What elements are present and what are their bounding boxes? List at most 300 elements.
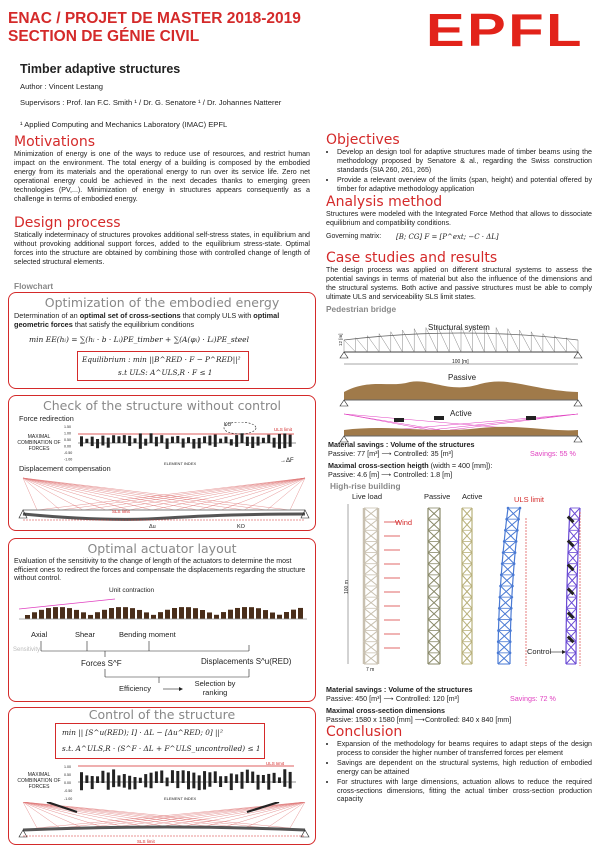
bar [186,607,191,619]
box1-t2: optimal set of cross-sections [79,311,181,320]
box1-t4: optimal geometric forces [14,311,280,329]
cable [23,478,267,510]
box4-ylabel: MAXIMAL COMBINATION OF FORCES [17,772,61,790]
bar [193,608,198,619]
bridge-cs-text: Passive: 4.6 [m] ⟶ Controlled: 1.8 [m] [328,470,453,479]
highrise-uls: ULS limit [514,495,545,504]
bar [128,443,131,446]
column [514,553,515,564]
author: Author : Vincent Lestang [20,82,104,91]
bar [176,783,179,788]
bar [91,437,94,443]
bar [158,612,163,619]
highrise-control: Control [527,647,552,656]
y-tick: -0.50 [64,451,73,455]
highrise-savings-text: Passive: 450 [m³] ⟶ Controlled: 120 [m³] [326,694,459,703]
cable [60,478,305,510]
bar [278,434,281,443]
y-tick: 0.00 [64,444,71,449]
box3-title: Optimal actuator layout [87,541,237,556]
box2-deformed-beam [23,514,305,519]
bar [134,777,137,783]
box3-axial: Axial [31,630,48,639]
node [512,574,515,577]
bar [117,783,120,787]
highrise-controlled-tower [566,508,580,664]
node [519,507,522,510]
bar [187,771,190,783]
bridge-cs [328,461,492,470]
bar [267,435,270,443]
box3-text: Evaluation of the sensitivity to the change of length of the actuators to determine the most efficient ones to redirect the forces and compensate the displacements regarding the structure without control. [14,558,306,583]
bar [208,436,211,443]
bridge-actuator [434,416,444,420]
bar [256,608,261,619]
matrix-label: Governing matrix: [326,233,382,240]
bar [277,615,282,619]
bar [128,783,131,789]
y-tick: 1.00 [64,431,71,436]
box2-bar-chart [64,422,304,468]
bar [203,783,206,790]
column [569,519,570,530]
cable [23,478,60,510]
truss-member [496,328,508,352]
truss-member [484,327,496,352]
bar [246,770,249,783]
node [497,629,500,632]
column [500,586,501,597]
node [499,596,502,599]
box1-t5: that satisfy the equilibrium conditions [72,320,195,329]
node [517,518,520,521]
bridge-passive-label: Passive [448,373,477,382]
box2-disp-label: Displacement compensation [19,464,111,473]
bridge-structural-label: Structural system [428,323,490,332]
bar [230,443,233,445]
bar [81,612,86,619]
bar [241,772,244,783]
bar [198,783,201,790]
bar [278,443,281,449]
bar [101,771,104,783]
box4-eq-box [55,723,265,759]
bridge-actuator [394,418,404,422]
governing-matrix: [B; CG] F = [P^ext; −C · ΔL] [396,233,499,241]
diagonal [503,541,516,552]
box4-bar-chart [64,762,304,802]
bridge-savings-title: Material savings : Volume of the structures [328,440,475,449]
bar [262,775,265,783]
conclusion-heading: Conclusion [326,724,403,740]
bar [130,608,135,619]
highrise-width: 7 m [366,667,375,672]
highrise-cs-text: Passive: 1580 x 1580 [mm] ⟶Controlled: 840 x 840 [mm] [326,715,512,724]
node [505,518,508,521]
bar [198,443,201,448]
node [515,540,518,543]
bar [91,776,94,783]
bar [230,439,233,443]
bar [203,436,206,443]
bar [112,769,115,783]
bar [123,783,126,788]
affiliation: ¹ Applied Computing and Mechanics Laboratory (IMAC) EPFL [20,120,228,129]
box3-efficiency: Efficiency [119,684,151,693]
bar [219,783,222,787]
bar [214,443,217,447]
box3-contraction-diagram [15,593,311,627]
y-tick: 0.00 [64,781,71,785]
cases-heading: Case studies and results [326,250,498,266]
box4-beam [23,827,305,830]
supervisors: Supervisors : Prof. Ian F.C. Smith ¹ / Dr. G. Senatore ¹ / Dr. Johannes Natterer [20,98,282,107]
bar [123,774,126,783]
active-cable [390,414,578,430]
bar [182,770,185,783]
bar [150,433,153,443]
box2-ylabel: MAXIMAL COMBINATION OF FORCES [17,434,61,452]
highrise-savings-pct: Savings: 72 % [510,694,556,703]
truss-member [543,334,555,352]
box3-unit: Unit contraction [109,587,155,594]
box1-t1: Determination of an [14,311,80,320]
box-actuator [8,538,316,702]
bar [208,443,211,445]
bar [165,610,170,619]
bar [257,783,260,790]
bar [80,443,83,446]
cable [106,802,305,828]
truss-member [508,329,520,352]
cable [106,478,305,510]
y-tick: 1.50 [64,425,71,429]
bar [192,783,195,788]
bar [123,607,128,619]
bar [289,772,292,783]
highrise-cs-title: Maximal cross-section dimensions [326,706,446,715]
box4-sls: SLS limit [137,839,155,844]
bar [273,443,276,448]
bar [101,436,104,443]
y-tick: 0.50 [64,438,71,442]
bridge-height: 12 [m] [338,333,343,346]
diagonal [505,519,518,530]
bar [246,437,249,443]
box2-uls: ULS limit [274,427,293,432]
bar [155,771,158,783]
bar [208,772,211,783]
bar [144,774,147,783]
column [515,541,516,552]
box4-uls: ULS limit [266,762,285,766]
bar [74,610,79,619]
bar [289,783,292,788]
node [509,652,512,655]
bar [214,615,219,619]
truss-member [414,329,426,352]
bar [228,610,233,619]
box4-eq2: s.t. A^ULS,R · (S^F · ΔL + F^ULS_uncontrolled) ≤ 1 [62,744,261,753]
bar [235,608,240,619]
box3-bending: Bending moment [119,630,176,639]
bar [257,443,260,446]
y-tick: 0.50 [64,773,71,777]
bar [284,612,289,619]
bar [230,783,233,790]
bar [137,610,142,619]
box3-sensitivity-tree [9,637,317,701]
bar [278,777,281,783]
bridge-savings-pct: Savings: 55 % [530,449,576,458]
node [499,585,502,588]
bar [107,443,110,448]
design-heading: Design process [14,215,121,231]
bar [291,610,296,619]
bar [192,773,195,783]
bar [166,438,169,443]
bar [60,607,65,619]
bar [273,773,276,783]
bridge-active-forces [344,427,578,436]
node [507,507,510,510]
column [517,519,518,530]
bar [235,443,238,447]
bar [139,778,142,783]
bar [112,435,115,443]
box2-sls: SLS limit [112,509,130,514]
bar [262,438,265,443]
node [510,607,513,610]
box4-eq1: min || [S^u(RED); I] · ΔL − [Δu^RED; 0] ||² [62,728,223,737]
bar [160,435,163,443]
bar [134,438,137,443]
bar [101,443,104,445]
cable [152,478,305,510]
box1-eq1: min EE(hᵢ) = ∑(hᵢ · b · Lᵢ)PE_timber + ∑(A(φᵢ) · Lᵢ)PE_steel [29,335,250,344]
cable [23,802,175,828]
bar [182,443,185,448]
analysis-heading: Analysis method [326,194,443,210]
box2-df: →ΔF [280,458,294,464]
bar [171,437,174,443]
bar [192,439,195,443]
box4-controlled-diagram [17,802,311,844]
bridge-label: Pedestrian bridge [326,304,397,314]
bar [96,439,99,443]
bar [251,772,254,783]
bar [208,783,211,787]
bar [166,778,169,783]
bar [171,770,174,783]
bar [230,773,233,783]
column [507,508,508,519]
bar [128,776,131,783]
column [499,597,500,608]
bar [139,443,142,449]
box3-displacements: Displacements S^u(RED) [201,657,292,666]
motivations-heading: Motivations [14,134,95,150]
bar [96,443,99,448]
bar [91,443,94,446]
bar [80,436,83,443]
bar [80,783,83,790]
bar [176,436,179,443]
box-optimization [8,292,316,389]
column [516,530,517,541]
highrise-height: 100 m [344,580,350,594]
truss-member [531,332,543,352]
bar [273,438,276,443]
column [502,553,503,564]
conclusion-item: • For structures with large dimensions, actuation allows to reduce the required cross-sections dimensions, fitting the actual timber cross-section production capacity [337,778,592,805]
objective-item: • Develop an design tool for adaptive structures made of timber beams using the methodology proposed by Senatore & al., regarding the Swiss construction standards (SIA 260, 261, 265) [337,148,592,175]
bar [283,783,286,787]
bar [176,771,179,783]
box3-sensitivity: Sensitivity [13,647,41,653]
logo-text: EPFL [426,10,584,50]
node [504,529,507,532]
bar [117,775,120,783]
box-check [8,395,316,531]
header-line2: SECTION DE GÉNIE CIVIL [8,28,200,45]
box3-selection: Selection by ranking [194,679,236,697]
column [501,564,502,575]
bridge-span: 100 [m] [452,359,469,365]
bar [107,438,110,443]
box2-ko2: KO [237,524,245,530]
header [8,10,301,46]
bar [241,433,244,443]
highrise-active-tower [462,508,472,664]
bar [241,783,244,789]
column [503,541,504,552]
flowchart-label: Flowchart [14,281,54,291]
objective-item: • Provide a relevant overview of the limits (span, height) and potential offered by timber for adaptive methodology application [337,176,592,194]
bar [144,443,147,446]
bar [139,433,142,443]
bridge-actuator [526,416,536,420]
bar [144,783,147,787]
bar [107,783,110,790]
active-cable [344,414,440,430]
box4-title: Control of the structure [88,707,236,722]
node [516,529,519,532]
node [497,652,500,655]
diagonal [507,508,520,519]
truss-member [367,336,379,352]
bar [128,436,131,443]
bar [116,607,121,619]
box2-bars [80,433,292,449]
highrise-deformed-tower [497,507,522,664]
bar [67,608,72,619]
node [511,585,514,588]
bar [172,608,177,619]
box-control [8,707,316,845]
node [502,551,505,554]
bar [235,435,238,443]
bridge-cs-sub: (width = 400 [mm]): [428,461,493,470]
column [512,586,513,597]
bar [283,433,286,443]
box2-displacement-diagram [17,474,311,530]
highrise-active: Active [462,492,483,501]
bar [85,439,88,443]
bar [182,439,185,443]
diagonal [504,530,517,541]
bar [214,771,217,783]
header-line1: ENAC / PROJET DE MASTER 2018-2019 [8,10,301,27]
bar [117,436,120,443]
bar [219,439,222,443]
bar [144,439,147,443]
bar [88,615,93,619]
column [504,530,505,541]
box1-eq2: Equilibrium : min ||B^RED · F − P^RED||² [82,355,241,364]
highrise-live-tower [364,508,378,664]
bridge-active-label: Active [450,409,472,418]
box2-ko: KO [224,422,232,428]
node [513,562,516,565]
bar [224,437,227,443]
cases-text: The design process was applied on different structural systems to assess the potential savings in terms of material but also the influence of the dimensions and the structural systems. Both active and passive structures must be able to comply ultimate ULS and serviceability SLS limit states. [326,266,592,301]
bar [109,608,114,619]
box4-xlabel: ELEMENT INDEX [164,796,197,801]
node [498,607,501,610]
box2-force-label: Force redirection [19,414,74,423]
node [514,551,517,554]
bar [166,783,169,786]
analysis-text: Structures were modeled with the Integrated Force Method that allows to dissociate equilibrium and compatibility conditions. [326,210,592,227]
y-tick: -0.50 [64,789,73,793]
bar [144,612,149,619]
bar [251,437,254,443]
y-tick: 1.00 [64,765,71,769]
bar [107,772,110,783]
bridge-diagrams [330,318,594,444]
node [509,640,512,643]
box1-t3: that comply ULS with [180,311,254,320]
bar [25,615,30,619]
conclusion-item: • Expansion of the methodology for beams requires to adapt steps of the design process to consider the higher number of transferred forces per element [337,740,592,758]
cable [152,802,305,828]
node [497,640,500,643]
bar [150,783,153,788]
node [509,629,512,632]
bridge-passive-forces [344,381,578,400]
highrise-wind: Wind [395,518,413,527]
box2-yticks [64,425,72,462]
poster-title: Timber adaptive structures [20,62,181,76]
bar [249,607,254,619]
truss-member [344,340,356,352]
bar [298,608,303,619]
node [511,596,514,599]
box1-eq3: s.t ULS: A^ULS,R · F ≤ 1 [118,368,213,377]
box1-constraint-box [77,351,249,381]
box3-shear: Shear [75,630,96,639]
bar [251,443,254,448]
bar [80,772,83,783]
y-tick: -1.00 [64,797,73,801]
bar [207,612,212,619]
box3-cable [19,599,115,609]
bar [270,613,275,619]
node [503,540,506,543]
bar [134,783,137,789]
bar [198,775,201,783]
